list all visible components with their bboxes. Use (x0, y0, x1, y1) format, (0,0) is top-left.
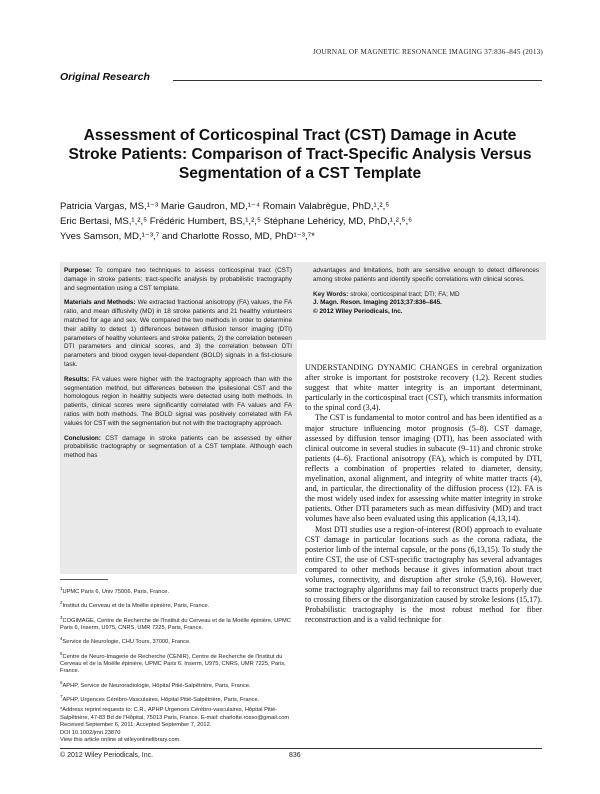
footnote-marker: 4 (60, 636, 63, 642)
citation: J. Magn. Reson. Imaging 2013;37:836–845. (313, 299, 442, 307)
conclusion-label: Conclusion: (64, 434, 101, 442)
footnote-text: APHP, Urgences Cérébro-Vasculaires, Hôpital Pitié-Salpêtrière, Paris, France. (62, 696, 260, 703)
footnote-text: UPMC Paris 6, Univ 75006, Paris, France. (62, 588, 170, 595)
abstract-methods (64, 299, 292, 369)
footnote-3 (60, 614, 292, 633)
results-label: Results: (64, 375, 90, 383)
results-text: FA values were higher with the tractography approach than with the segmentation method, but differences between the ipsilesional CST and the homologous region in healthy subjects were detected using both methods. In patients, clinical scores were significantly correlated with FA values and FA ratios with both methods. The BOLD signal was positively correlated with FA values for CST with the segmentation but not with the tractography approach. (64, 375, 292, 427)
abstract-copyright: © 2012 Wiley Periodicals, Inc. (313, 308, 403, 316)
footnote-7 (60, 693, 292, 704)
footnote-5 (60, 650, 292, 676)
footnote-marker: 2 (60, 600, 63, 606)
methods-label: Materials and Methods: (64, 299, 136, 307)
section-rule (173, 80, 542, 81)
footnote-text: Institut du Cerveau et de la Moëlle épinière, Paris, France. (62, 603, 210, 610)
footnote-rule (60, 579, 108, 580)
conclusion-continued: advantages and limitations, both are sensitive enough to detect differences among stroke patients and identify specific correlations with clinical scores. (313, 267, 539, 283)
footnote-2 (60, 599, 292, 610)
view-online: View this article online at wileyonlinelibrary.com. (60, 736, 181, 743)
footnote-text: APHP, Service de Neuroradiologie, Hôpital Pitié-Salpêtrière, Paris, France. (62, 682, 251, 689)
abstract-conclusion (64, 435, 292, 461)
methods-text: We extracted fractional anisotropy (FA) values, the FA ratio, and mean diffusivity (MD) in 18 stroke patients and 21 healthy volunteers matched for age and sex. We compared the two methods in order to determine their ability to detect 1) differences between diffusion tensor imaging (DTI) parameters of healthy volunteers and stroke patients, 2) the correlation between DTI parameters and clinical scores, and 3) the correlation between DTI parameters and blood oxygen level-dependent (BOLD) signals in a fist-closure task. (64, 299, 292, 368)
abstract-left (64, 267, 292, 467)
correspondence: *Address reprint requests to: C.R., APHP Urgences Cérébro-vasculaires, Hôpital Pitié-Salpêtrière, 47-83 Bd de l'Hôpital, 75013 Paris, France. E-mail: charlotte.rosso@gmail.com (60, 707, 290, 721)
purpose-text: To compare two techniques to assess corticospinal tract (CST) damage in stroke patients: tract-specific analysis by probabilistic tractography and segmentation using a CST template. (64, 267, 292, 292)
footnote-4 (60, 635, 292, 646)
keywords-label: Key Words: (313, 290, 349, 298)
page-number: 836 (289, 752, 301, 759)
author-line-2: Eric Bertasi, MS,¹,²,⁵ Frédéric Humbert, BS,¹,²,⁵ Stéphane Lehéricy, MD, PhD,¹,²,⁵,⁶ (60, 216, 413, 227)
doi: DOI 10.1002/jmri.23870 (60, 729, 121, 736)
footnote-6 (60, 679, 292, 690)
footer-copyright: © 2012 Wiley Periodicals, Inc. (60, 752, 154, 759)
footnote-marker: 3 (60, 614, 63, 620)
section-label: Original Research (60, 71, 150, 83)
footnote-text: Centre de Neuro-Imagerie de Recherche (CENIR), Centre de Recherche de l'Institut du Cerveau et de la Moëlle épinière, UPMC Paris 6, Inserm, U975, CNRS, UMR 7225, Paris, France. (60, 653, 286, 675)
body-paragraph-2: The CST is fundamental to motor control and has been identified as a major structure influencing motor prognosis (5–8). CST damage, assessed by diffusion tensor imaging (DTI), has been associated with clinical outcome in several studies in subacute (9–11) and chronic stroke patients (4–6). Fractional anisotropy (FA), which is computed by DTI, reflects a combination of properties related to diameter, density, myelination, axonal alignment, and integrity of white matter tracts (4), and, in particular, the directionality of the diffusion process (12). FA is the most widely used index for assessing white matter integrity in stroke patients. Other DTI parameters such as mean diffusivity (MD) and tract volumes have also been evaluated using this application (4,13,14). (305, 413, 542, 524)
footnote-marker: 5 (60, 650, 63, 656)
body-paragraph-3: Most DTI studies use a region-of-interest (ROI) approach to evaluate CST damage in particular locations such as the corona radiata, the posterior limb of the internal capsule, or the pons (6,13,15). To study the entire CST, the use of CST-specific tractography has several advantages compared to other methods because it gives information about tract volumes, connectivity, and disruption after stroke (5,9,16). However, some tractography algorithms may fail to reconstruct tracts properly due to crossing fibers or the disorganization caused by stroke lesions (15,17). Probabilistic tractography is the most robust method for fiber reconstruction and is a valid technique for (305, 524, 542, 625)
footer-rule (60, 748, 542, 749)
purpose-label: Purpose: (64, 267, 92, 274)
keywords (313, 291, 539, 300)
keywords-text: stroke; corticospinal tract; DTI; FA; MD (350, 290, 460, 298)
author-line-1: Patricia Vargas, MS,¹⁻³ Marie Gaudron, MD,¹⁻⁴ Romain Valabrègue, PhD,¹,²,⁵ (60, 201, 390, 212)
footnote-text: Service de Neurologie, CHU Tours, 37000, France. (62, 639, 191, 646)
footnote-marker: 7 (60, 694, 63, 699)
conclusion-text: CST damage in stroke patients can be assessed by either probabilistic tractography or segmentation of a CST template. Although each method has (64, 434, 292, 460)
received-dates: Received September 6, 2011; Accepted September 7, 2012. (60, 722, 212, 729)
footnote-1 (60, 585, 292, 596)
author-list (60, 199, 540, 244)
body-text (305, 363, 542, 625)
footnote-text: COGIMAGE, Centre de Recherche de l'Institut du Cerveau et de la Moëlle épinière, UPMC Paris 6, Inserm, U975, CNRS, UMR 7225, Paris, France. (60, 617, 291, 631)
abstract-purpose (64, 267, 292, 293)
abstract-right (313, 267, 539, 317)
footnote-marker: 6 (60, 679, 63, 685)
author-line-3: Yves Samson, MD,¹⁻³,⁷ and Charlotte Rosso, MD, PhD¹⁻³,⁷* (60, 231, 315, 242)
journal-line: JOURNAL OF MAGNETIC RESONANCE IMAGING 37:836–845 (2013) (313, 48, 543, 56)
article-title: Assessment of Corticospinal Tract (CST) Damage in Acute Stroke Patients: Comparison of Tract-Specific Analysis Versus Segmentation of a CST Template (68, 127, 532, 182)
abstract-results (64, 376, 292, 429)
footnotes (60, 585, 292, 744)
body-paragraph-1: UNDERSTANDING DYNAMIC CHANGES in cerebral organization after stroke is important for poststroke recovery (1,2). Recent studies suggest that white matter integrity is an important determinant, particularly in the corticospinal tract (CST), which transmits information to the spinal cord (3,4). (305, 363, 542, 413)
footnote-marker: 1 (60, 586, 63, 591)
